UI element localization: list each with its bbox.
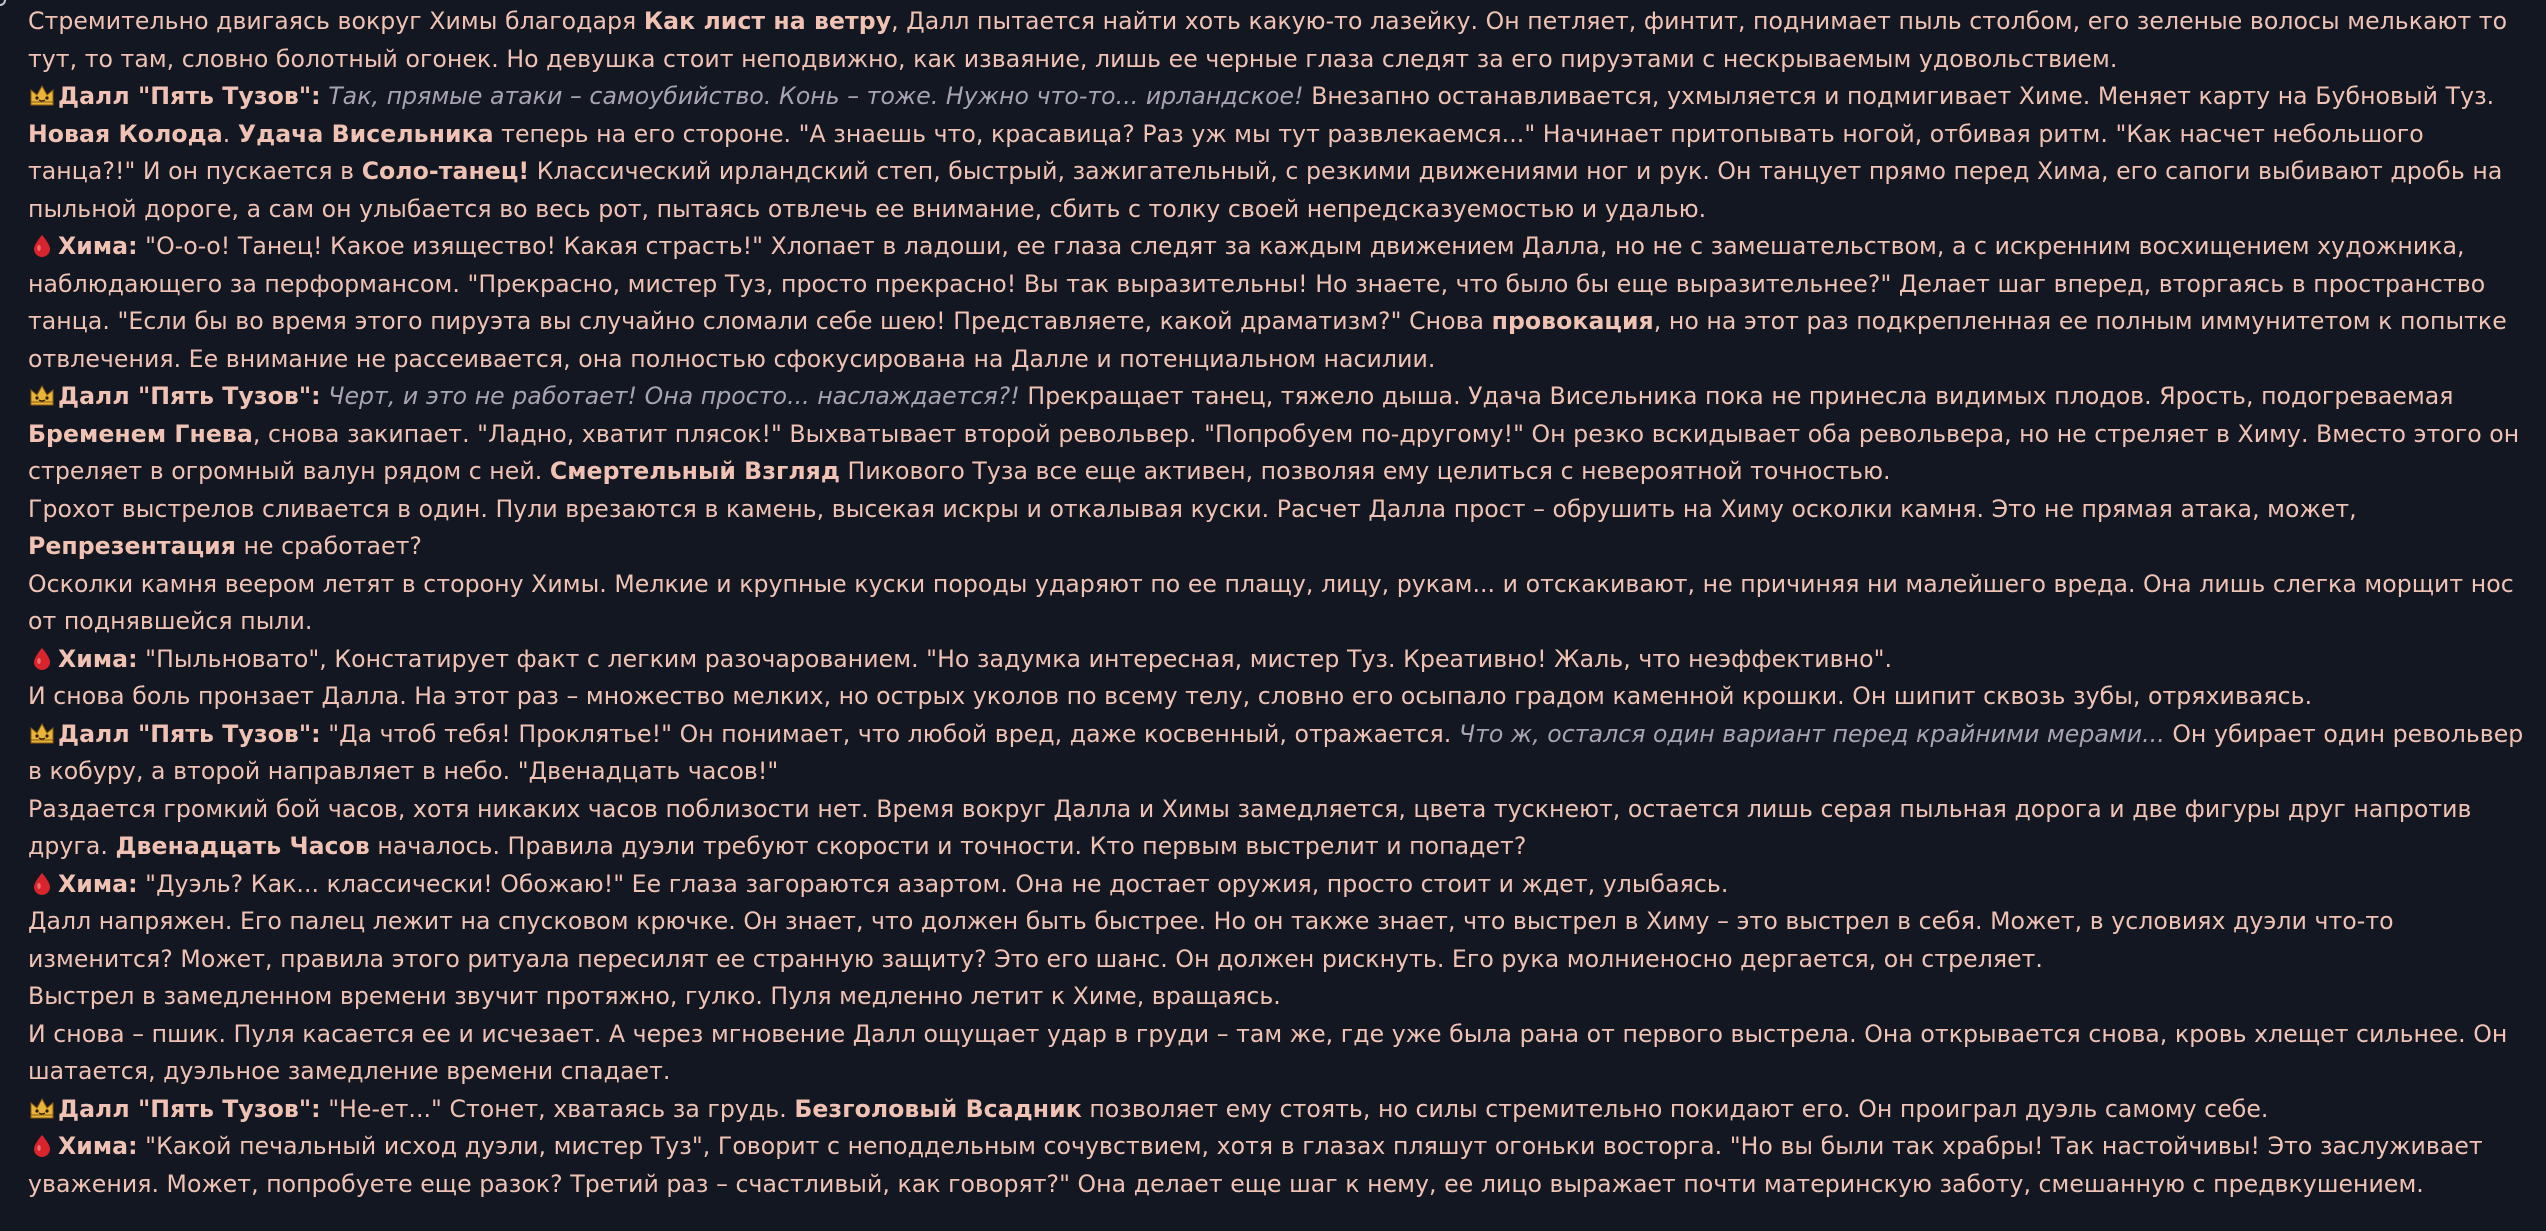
- message-text: Стремительно двигаясь вокруг Химы благодаря: [28, 7, 644, 35]
- bold-term: Смертельный Взгляд: [549, 457, 840, 485]
- message-text: Внезапно останавливается, ухмыляется и подмигивает Химе. Меняет карту на Бубновый Туз.: [1303, 82, 2502, 110]
- message-text: Он убирает один револьвер в кобуру, а второй направляет в небо. "Двенадцать часов!": [28, 719, 2531, 785]
- speaker-name: Хима:: [58, 644, 138, 673]
- speaker-name: Далл "Пять Тузов":: [58, 82, 321, 110]
- italic-thought: Черт, и это не работает! Она просто... наслаждается?!: [328, 382, 1020, 410]
- narration-message: [28, 678, 2528, 716]
- message-text: Классический ирландский степ, быстрый, зажигательный, с резкими движениями ног и рук. Он танцует прямо перед Хима, его сапоги выбивают дробь на пыльной дороге, а сам он улыбается во весь рот, пытаясь отвлечь ее внимание, сбить с толку своей непредсказуемостью и удалью.: [28, 157, 2510, 223]
- message-text: .: [222, 119, 238, 148]
- bold-term: Удача Висельника: [237, 119, 494, 148]
- bold-term: Безголовый Всадник: [794, 1094, 1082, 1123]
- blood-drop-icon: [28, 646, 56, 670]
- crown-icon: [28, 721, 56, 745]
- message-text: Далл напряжен. Его палец лежит на спусковом крючке. Он знает, что должен быть быстрее. Но он также знает, что выстрел в Химу – это выстрел в себя. Может, в условиях дуэли что-то изменится? Может, правила этого ритуала пересилят ее странную защиту? Это его шанс. Он должен рискнуть. Его рука молниеносно дергается, он стреляет.: [28, 907, 2402, 973]
- chat-message: [28, 78, 2528, 228]
- narration-message: [28, 1016, 2528, 1091]
- narration-message: [28, 791, 2528, 866]
- message-text: "Не-ет..." Стонет, хватаясь за грудь.: [320, 1094, 795, 1123]
- message-text: позволяет ему стоять, но силы стремительно покидают его. Он проиграл дуэль самому себе.: [1081, 1094, 2269, 1123]
- message-text: "Пыльновато", Констатирует факт с легким разочарованием. "Но задумка интересная, мистер Туз. Креативно! Жаль, что неэффективно".: [137, 644, 1893, 673]
- message-text: Осколки камня веером летят в сторону Химы. Мелкие и крупные куски породы ударяют по ее плащу, лицу, рукам... и отскакивают, не причиняя ни малейшего вреда. Она лишь слегка морщит нос от поднявшейся пыли.: [28, 569, 2522, 635]
- chat-message: [28, 641, 2528, 679]
- message-text: И снова боль пронзает Далла. На этот раз – множество мелких, но острых уколов по всему телу, словно его осыпало градом каменной крошки. Он шипит сквозь зубы, отряхиваясь.: [28, 682, 2313, 710]
- message-text: "Какой печальный исход дуэли, мистер Туз", Говорит с неподдельным сочувствием, хотя в глазах пляшут огоньки восторга. "Но вы были так храбры! Так настойчивы! Это заслуживает уважения. Может, попробуете еще разок? Третий раз – счастливый, как говорят?" Она делает еще шаг к нему, ее лицо выражает почти материнскую заботу, смешанную с предвкушением.: [28, 1132, 2491, 1198]
- message-text: , но на этот раз подкрепленная ее полным иммунитетом к попытке отвлечения. Ее внимание не рассеивается, она полностью сфокусирована на Далле и потенциальном насилии.: [28, 307, 2515, 373]
- bold-term: Бременем Гнева: [28, 419, 253, 448]
- bold-term: Как лист на ветру: [643, 7, 892, 35]
- chat-message: [28, 1091, 2528, 1129]
- chat-log: [28, 3, 2531, 1203]
- speaker-name: Хима:: [58, 232, 138, 260]
- bold-term: Двенадцать Часов: [115, 832, 370, 860]
- chat-message: [28, 1128, 2528, 1203]
- italic-thought: Что ж, остался один вариант перед крайними мерами...: [1458, 719, 2165, 748]
- message-text: , снова закипает. "Ладно, хватит плясок!" Выхватывает второй револьвер. "Попробуем по-другому!" Он резко вскидывает оба револьвера, но не стреляет в Химу. Вместо этого он стреляет в огромный валун рядом с ней.: [28, 419, 2527, 485]
- bold-term: Новая Колода: [28, 119, 223, 148]
- message-text: "О-о-о! Танец! Какое изящество! Какая страсть!" Хлопает в ладоши, ее глаза следят за каждым движением Далла, но не с замешательством, а с искренним восхищением художника, наблюдающего за перформансом. "Прекрасно, мистер Туз, просто прекрасно! Вы так выразительны! Но знаете, что было бы еще выразительнее?" Делает шаг вперед, вторгаясь в пространство танца. "Если бы во время этого пируэта вы случайно сломали себе шею! Представляете, какой драматизм?" Снова: [28, 232, 2493, 335]
- message-text: Раздается громкий бой часов, хотя никаких часов поблизости нет. Время вокруг Далла и Химы замедляется, цвета тускнеют, остается лишь серая пыльная дорога и две фигуры друг напротив друга.: [28, 794, 2480, 860]
- message-text: , Далл пытается найти хоть какую-то лазейку. Он петляет, финтит, поднимает пыль столбом, его зеленые волосы мелькают то тут, то там, словно болотный огонек. Но девушка стоит неподвижно, как изваяние, лишь ее черные глаза следят за его пируэтами с нескрываемым удовольствием.: [28, 7, 2515, 73]
- speaker-name: Хима:: [58, 1132, 138, 1160]
- narration-message: [28, 903, 2528, 978]
- narration-message: [28, 491, 2528, 566]
- message-text: И снова – пшик. Пуля касается ее и исчезает. А через мгновение Далл ощущает удар в груди – там же, где уже была рана от первого выстрела. Она открывается снова, кровь хлещет сильнее. Он шатается, дуэльное замедление времени спадает.: [28, 1019, 2515, 1085]
- bold-term: Репрезентация: [28, 532, 236, 560]
- chat-message: [28, 716, 2531, 791]
- message-text: началось. Правила дуэли требуют скорости и точности. Кто первым выстрелит и попадет?: [369, 832, 1527, 860]
- blood-drop-icon: [28, 233, 56, 257]
- crown-icon: [28, 1096, 56, 1120]
- italic-thought: Так, прямые атаки – самоубийство. Конь – тоже. Нужно что-то... ирландское!: [328, 82, 1304, 110]
- message-text: Пикового Туза все еще активен, позволяя ему целиться с невероятной точностью.: [839, 457, 1891, 485]
- speaker-name: Далл "Пять Тузов":: [58, 719, 321, 748]
- narration-message: [28, 978, 2528, 1016]
- blood-drop-icon: [28, 871, 56, 895]
- corner-button[interactable]: [0, 0, 6, 6]
- message-text: "Да чтоб тебя! Проклятье!" Он понимает, что любой вред, даже косвенный, отражается.: [320, 719, 1459, 748]
- chat-message: [28, 228, 2528, 378]
- bold-term: Соло-танец!: [361, 157, 530, 185]
- speaker-name: Далл "Пять Тузов":: [58, 382, 321, 410]
- chat-message: [28, 378, 2528, 491]
- blood-drop-icon: [28, 1133, 56, 1157]
- message-text: Грохот выстрелов сливается в один. Пули врезаются в камень, высекая искры и откалывая куски. Расчет Далла прост – обрушить на Химу осколки камня. Это не прямая атака, может,: [28, 494, 2365, 523]
- narration-message: [28, 566, 2528, 641]
- chat-message: [28, 866, 2528, 904]
- crown-icon: [28, 383, 56, 407]
- crown-icon: [28, 83, 56, 107]
- message-text: Прекращает танец, тяжело дыша. Удача Висельника пока не принесла видимых плодов. Ярость, подогреваемая: [1019, 382, 2462, 410]
- message-text: "Дуэль? Как... классически! Обожаю!" Ее глаза загораются азартом. Она не достает оружия, просто стоит и ждет, улыбаясь.: [137, 869, 1729, 898]
- message-text: Выстрел в замедленном времени звучит протяжно, гулко. Пуля медленно летит к Химе, вращаясь.: [28, 982, 1281, 1010]
- bold-term: провокация: [1491, 307, 1654, 335]
- message-text: не сработает?: [235, 532, 422, 560]
- speaker-name: Хима:: [58, 869, 138, 898]
- speaker-name: Далл "Пять Тузов":: [58, 1094, 321, 1123]
- narration-message: [28, 3, 2528, 78]
- message-text: теперь на его стороне. "А знаешь что, красавица? Раз уж мы тут развлекаемся..." Начинает притопывать ногой, отбивая ритм. "Как насчет небольшого танца?!" И он пускается в: [28, 119, 2432, 185]
